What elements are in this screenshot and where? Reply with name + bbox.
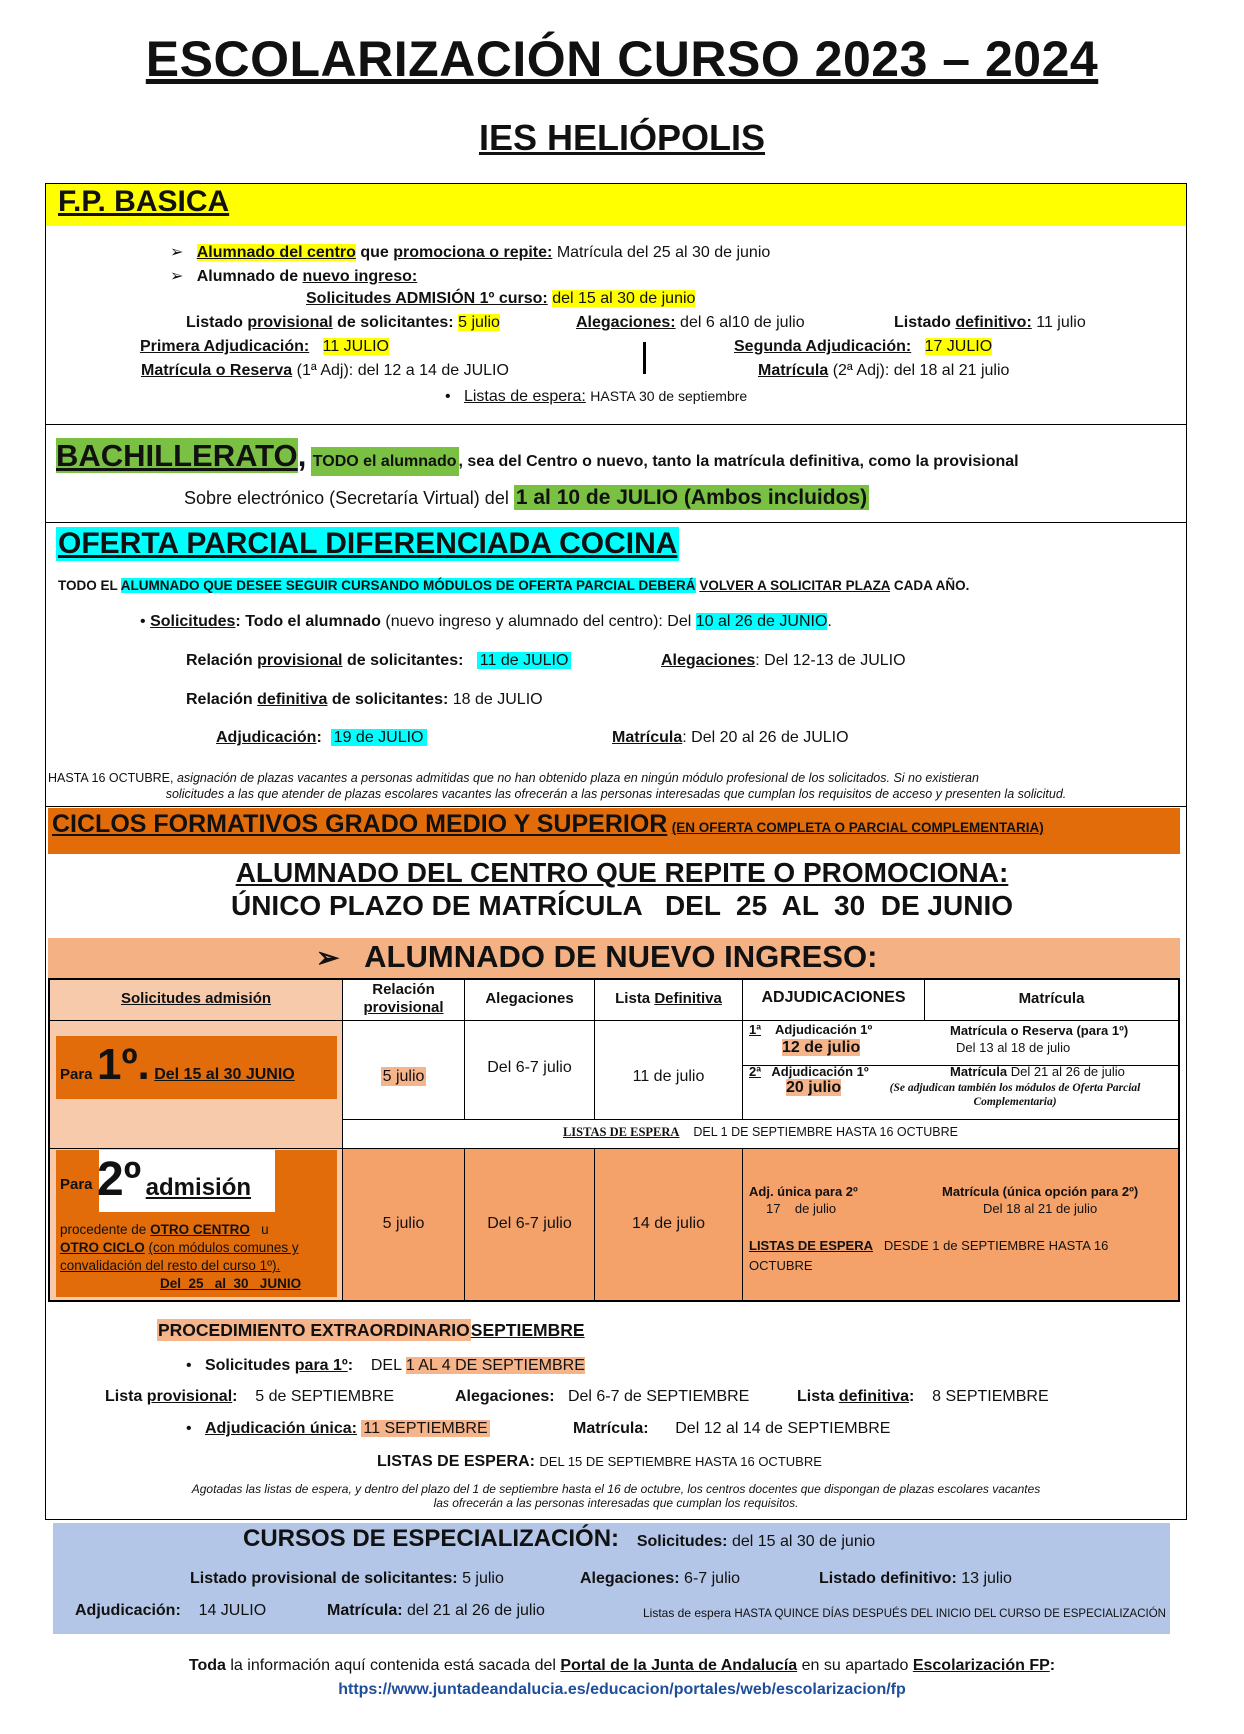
- fp-basica-solicitudes: [306, 290, 695, 308]
- r1-adj1-date: [782, 1039, 860, 1057]
- extra-lp-c: :: [232, 1388, 238, 1405]
- extra-sol-value: 1 AL 4 DE SEPTIEMBRE: [405, 1357, 585, 1374]
- fp-ld-b: definitivo:: [955, 314, 1032, 331]
- esp-adj-label: Adjudicación:: [75, 1602, 181, 1619]
- oferta-al-value: : Del 12-13 de JULIO: [755, 652, 906, 669]
- page-subtitle: IES HELIÓPOLIS: [478, 117, 766, 158]
- r2-proc-e: (con módulos comunes y: [148, 1240, 299, 1255]
- esp-heading: CURSOS DE ESPECIALIZACIÓN:: [243, 1525, 620, 1552]
- footer-e: Escolarización FP: [912, 1657, 1050, 1674]
- ciclos-heading-row: [52, 810, 1044, 839]
- oferta-rd-a: Relación: [186, 691, 253, 708]
- esp-adj-value: 14 JULIO: [198, 1602, 267, 1619]
- bachillerato-sobre-row: [184, 486, 869, 510]
- extra-adj-label: Adjudicación única:: [204, 1420, 357, 1437]
- r2-adj-value: 17 de julio: [766, 1201, 837, 1216]
- divider-bach-oferta: [45, 522, 1187, 523]
- page-title: ESCOLARIZACIÓN CURSO 2023 – 2024: [145, 31, 1099, 87]
- grid-h3: [50, 1148, 1178, 1149]
- r2-procedente: [60, 1221, 301, 1293]
- r2-mat-label: Matrícula (única opción para 2º): [942, 1184, 1139, 1199]
- extra-alegaciones: [455, 1388, 749, 1406]
- r2-alegaciones: Del 6-7 julio: [487, 1215, 572, 1232]
- esp-ld-value: 13 julio: [961, 1570, 1012, 1587]
- fp-basica-heading: F.P. BASICA: [58, 185, 230, 218]
- oferta-adjudicacion: Adjudicación: 19 de JULIO: [216, 729, 427, 747]
- fp-line2-a: Alumnado de: [196, 268, 299, 285]
- footer-url-link[interactable]: https://www.juntadeandalucia.es/educacion/portales/web/escolarizacion/fp: [338, 1681, 906, 1698]
- oferta-solicitudes: [140, 613, 832, 631]
- bullet-dot-icon: •: [140, 613, 146, 630]
- oferta-matricula: [612, 729, 849, 747]
- ciclos-heading: CICLOS FORMATIVOS GRADO MEDIO Y SUPERIOR: [52, 810, 668, 838]
- r1-adj2-date: [786, 1079, 841, 1097]
- oferta-notice-a: TODO EL: [58, 578, 118, 593]
- r1-adj1-num: 1ª: [749, 1022, 762, 1037]
- esp-row1: [243, 1525, 875, 1553]
- fp-basica-line2: [170, 266, 417, 286]
- extra-heading-a: PROCEDIMIENTO EXTRAORDINARIO: [158, 1320, 470, 1340]
- fp-basica-segunda-adj: [734, 338, 992, 356]
- oferta-mat-label: Matrícula: [612, 729, 683, 746]
- bachillerato-heading: BACHILLERATO: [56, 438, 298, 473]
- fp-line1-a: Alumnado del centro: [196, 244, 356, 261]
- r2-solicitud: [60, 1152, 251, 1207]
- fp-basica-line1: [170, 242, 770, 262]
- ciclos-heading-small: (EN OFERTA COMPLETA O PARCIAL COMPLEMENTARIA): [671, 820, 1044, 835]
- extra-ld-value: 8 SEPTIEMBRE: [932, 1388, 1049, 1405]
- oferta-mat-value: : Del 20 al 26 de JULIO: [682, 729, 849, 746]
- oferta-notice-d: CADA AÑO.: [893, 578, 970, 593]
- r1-mat2-label: Matrícula: [950, 1064, 1008, 1079]
- esp-espera-b: HASTA QUINCE DÍAS DESPUÉS DEL INICIO DEL CURSO DE ESPECIALIZACIÓN: [734, 1608, 1166, 1620]
- r1-mat1-value: Del 13 al 18 de julio: [956, 1040, 1071, 1055]
- ciclos-repite-line1: ALUMNADO DEL CENTRO QUE REPITE O PROMOCIONA:: [235, 857, 1009, 888]
- esp-ld-label: Listado definitivo:: [819, 1570, 957, 1587]
- r2-adm: admisión: [145, 1174, 252, 1201]
- fp-basica-primera-adj: [140, 338, 389, 356]
- r2-mat-value: Del 18 al 21 de julio: [982, 1201, 1098, 1216]
- r2-proc-c: u: [261, 1222, 269, 1237]
- th-lista: [595, 990, 742, 1007]
- r2-big: 2º: [96, 1153, 142, 1206]
- r1-adj1-date-value: 12 de julio: [782, 1039, 861, 1056]
- r1-adj2-note: (Se adjudican también los módulos de Oferta Parcial Complementaria): [889, 1082, 1141, 1108]
- th-adjudicaciones: ADJUDICACIONES: [761, 989, 906, 1006]
- espera-value: DEL 1 DE SEPTIEMBRE HASTA 16 OCTUBRE: [693, 1125, 959, 1139]
- bachillerato-row: [56, 438, 1019, 474]
- fp-lp-value: 5 julio: [458, 314, 500, 331]
- fp-adj2-value: 17 JULIO: [924, 338, 993, 355]
- oferta-al-label: Alegaciones: [661, 652, 756, 669]
- esp-row2-ld: [819, 1570, 1012, 1588]
- esp-al-value: 6-7 julio: [684, 1570, 741, 1587]
- extra-sol-b: para 1º: [294, 1357, 348, 1374]
- bachillerato-text: , sea del Centro o nuevo, tanto la matrícula definitiva, como la provisional: [458, 453, 1019, 470]
- th-relacion-a: Relación: [372, 981, 435, 998]
- extra-heading-b: SEPTIEMBRE: [470, 1320, 585, 1340]
- extra-ld-a: Lista: [797, 1388, 835, 1405]
- extra-note: [45, 1482, 1187, 1510]
- bullet-dot-icon: •: [186, 1357, 192, 1374]
- esp-lp-label: Listado provisional de solicitantes:: [190, 1570, 458, 1587]
- ciclos-repite-line2: ÚNICO PLAZO DE MATRÍCULA DEL 25 AL 30 DE JUNIO: [230, 890, 1014, 921]
- r2-dates: Del 25 al 30 JUNIO: [160, 1276, 302, 1291]
- r1-mat1-label: Matrícula o Reserva (para 1º): [950, 1023, 1129, 1038]
- r1-adj2-label: Adjudicación 1º: [771, 1064, 869, 1079]
- fp-al-label: Alegaciones:: [576, 314, 676, 331]
- extra-sol-pre: DEL: [370, 1357, 402, 1374]
- extra-espera-value: DEL 15 DE SEPTIEMBRE HASTA 16 OCTUBRE: [539, 1454, 822, 1469]
- extra-heading: [157, 1320, 585, 1341]
- r2-mat: [942, 1183, 1138, 1217]
- r1-para: Para: [60, 1066, 93, 1083]
- r1-adj2-date-value: 20 julio: [786, 1079, 842, 1096]
- footer-c: Portal de la Junta de Andalucía: [560, 1657, 798, 1674]
- extra-ld-b: definitiva: [838, 1388, 910, 1405]
- r1-mat1: [950, 1022, 1128, 1056]
- fp-line1-c: promociona o repite:: [393, 244, 553, 261]
- fp-solicitudes-value: del 15 al 30 de junio: [552, 290, 696, 307]
- esp-row2: [190, 1570, 504, 1588]
- espera-label: LISTAS DE ESPERA: [562, 1125, 680, 1139]
- extra-sol-a: Solicitudes: [204, 1357, 291, 1374]
- r1-adj1: [749, 1022, 872, 1037]
- fp-espera-value: HASTA 30 de septiembre: [590, 388, 748, 404]
- extra-mat-value: Del 12 al 14 de SEPTIEMBRE: [675, 1420, 891, 1437]
- oferta-sol-label: Solicitudes: [150, 613, 236, 630]
- extra-al-value: Del 6-7 de SEPTIEMBRE: [567, 1388, 750, 1405]
- esp-mat-label: Matrícula:: [327, 1602, 403, 1619]
- extra-matricula: [573, 1420, 890, 1438]
- oferta-rel-prov: [186, 652, 571, 670]
- th-lista-b: Definitiva: [654, 990, 722, 1007]
- fp-basica-matricula2: [758, 362, 1009, 380]
- extra-solicitudes: [186, 1357, 585, 1375]
- th-lista-a: Lista: [615, 990, 651, 1007]
- oferta-rel-def: [186, 691, 543, 709]
- espera-row: [343, 1125, 1178, 1140]
- oferta-sol-value: 10 al 26 de JUNIO: [695, 613, 828, 630]
- oferta-notice-b: ALUMNADO QUE DESEE SEGUIR CURSANDO MÓDULOS DE OFERTA PARCIAL DEBERÁ: [120, 578, 696, 593]
- r2-proc-d: OTRO CICLO: [60, 1240, 145, 1255]
- extra-lista-def: [797, 1388, 1049, 1406]
- oferta-sol-c: (nuevo ingreso y alumnado del centro): Del: [385, 613, 692, 630]
- r2-espera-value: DESDE 1 de SEPTIEMBRE HASTA 16: [883, 1238, 1109, 1253]
- oferta-notice-c: VOLVER A SOLICITAR PLAZA: [699, 578, 891, 593]
- fp-espera-label: Listas de espera:: [463, 388, 586, 405]
- oferta-rp-value: 11 de JULIO: [477, 652, 572, 669]
- extra-espera-label: LISTAS DE ESPERA:: [377, 1453, 535, 1470]
- r1-dates: Del 15 al 30 JUNIO: [154, 1066, 295, 1083]
- bullet-arrow-icon: ➢: [170, 268, 184, 285]
- bachillerato-todo: TODO el alumnado: [311, 447, 459, 476]
- oferta-heading: OFERTA PARCIAL DIFERENCIADA COCINA: [58, 527, 678, 560]
- oferta-adj-label: Adjudicación: [216, 729, 317, 746]
- fp-al-value: del 6 al10 de julio: [680, 314, 805, 331]
- r1-relacion: [343, 1068, 464, 1086]
- r1-mat2: [950, 1064, 1125, 1079]
- fp-basica-listado-prov: [186, 314, 500, 332]
- extra-adj-value: 11 SEPTIEMBRE: [363, 1420, 488, 1437]
- r2-espera: [749, 1236, 1108, 1276]
- r2-espera-label: LISTAS DE ESPERA: [749, 1238, 874, 1253]
- r2-espera-value2: OCTUBRE: [749, 1258, 813, 1273]
- fp-lp-b: provisional: [247, 314, 333, 331]
- esp-sol-value: del 15 al 30 de junio: [731, 1533, 876, 1550]
- r1-relacion-value: 5 julio: [382, 1068, 425, 1085]
- fp-basica-alegaciones: [576, 314, 805, 332]
- esp-al-label: Alegaciones:: [580, 1570, 680, 1587]
- oferta-rd-c: de solicitantes:: [331, 691, 449, 708]
- fp-adj2-label: Segunda Adjudicación:: [734, 338, 912, 355]
- esp-mat-value: del 21 al 26 de julio: [407, 1602, 545, 1619]
- fp-mat1-label: Matrícula o Reserva: [141, 362, 293, 379]
- extra-al-label: Alegaciones:: [455, 1388, 555, 1405]
- bullet-dot-icon: •: [186, 1420, 192, 1437]
- r2-proc-b: OTRO CENTRO: [150, 1222, 250, 1237]
- oferta-alegaciones: [661, 652, 906, 670]
- r1-solicitud: [60, 1040, 295, 1090]
- r2-adj: [749, 1183, 858, 1217]
- bachillerato-sobre: Sobre electrónico (Secretaría Virtual) del: [184, 488, 509, 508]
- esp-row3-adj: [75, 1602, 266, 1620]
- r1-big: 1º.: [96, 1040, 150, 1089]
- grid-h1: [50, 1020, 1178, 1021]
- th-relacion: [343, 981, 464, 1017]
- footer-text: [0, 1657, 1244, 1675]
- nuevo-ingreso-heading: ALUMNADO DE NUEVO INGRESO:: [364, 939, 878, 974]
- oferta-rp-a: Relación: [186, 652, 253, 669]
- r2-proc-a: procedente de: [60, 1222, 147, 1237]
- fp-mat1-value: (1ª Adj): del 12 a 14 de JULIO: [296, 362, 509, 379]
- fp-mat2-label: Matrícula: [758, 362, 829, 379]
- fp-lp-a: Listado: [186, 314, 243, 331]
- grid-v1: [342, 980, 343, 1300]
- fp-basica-espera: [445, 388, 747, 406]
- extra-lista-prov: [105, 1388, 394, 1406]
- oferta-sol-end: .: [827, 613, 832, 630]
- fp-ld-value: 11 julio: [1036, 314, 1086, 331]
- th-relacion-b: provisional: [363, 999, 444, 1016]
- fp-ld-a: Listado: [894, 314, 951, 331]
- extra-lp-b: provisional: [146, 1388, 233, 1405]
- footer-a: Toda: [188, 1657, 226, 1674]
- esp-sol-label: Solicitudes:: [636, 1533, 728, 1550]
- r2-proc-f: convalidación del resto del curso 1º).: [60, 1258, 281, 1273]
- extra-note-2: las ofrecerán a las personas interesadas que cumplan los requisitos.: [433, 1496, 799, 1510]
- bachillerato-dates: 1 al 10 de JULIO (Ambos incluidos): [515, 486, 868, 509]
- oferta-rd-b: definitiva: [257, 691, 328, 708]
- oferta-sol-b: : Todo el alumnado: [235, 613, 381, 630]
- fp-mat2-value: (2ª Adj): del 18 al 21 julio: [832, 362, 1010, 379]
- ciclos-repite: [0, 856, 1244, 922]
- divider-oferta-ciclos: [45, 806, 1187, 807]
- footer-d: en su apartado: [801, 1657, 909, 1674]
- fp-adj1-label: Primera Adjudicación:: [140, 338, 310, 355]
- oferta-note-a: HASTA 16 OCTUBRE,: [48, 771, 174, 785]
- extra-lp-value: 5 de SEPTIEMBRE: [255, 1388, 394, 1405]
- th-alegaciones: Alegaciones: [485, 990, 574, 1007]
- r1-adj2-num: 2ª: [749, 1064, 762, 1079]
- r1-adj2: [749, 1064, 869, 1079]
- oferta-note-b: asignación de plazas vacantes a personas admitidas que no han obtenido plaza en ningún módulo profesional de los solicitados. Si no existieran: [176, 771, 979, 785]
- bachillerato-comma: ,: [297, 438, 307, 473]
- r2-lista: 14 de julio: [632, 1215, 705, 1232]
- esp-row3-espera: [643, 1606, 1166, 1620]
- fp-lp-c: de solicitantes:: [337, 314, 454, 331]
- oferta-note-c: solicitudes a las que atender de plazas escolares vacantes las ofrecerán a las personas interesadas que cumplan los requisitos de acceso y presenten la solicitud.: [165, 787, 1067, 801]
- oferta-rp-c: de solicitantes:: [346, 652, 464, 669]
- fp-basica-listado-def: [894, 314, 1086, 332]
- esp-espera-a: Listas de espera: [643, 1606, 732, 1620]
- fp-adj1-value: 11 JULIO: [322, 338, 389, 355]
- fp-line1-b: que: [360, 244, 389, 261]
- r1-lista: 11 de julio: [632, 1068, 705, 1085]
- bullet-arrow-icon: ➢: [170, 244, 184, 261]
- fp-solicitudes-label: Solicitudes ADMISIÓN 1º curso:: [306, 290, 548, 307]
- oferta-rp-b: provisional: [257, 652, 343, 669]
- extra-mat-label: Matrícula:: [573, 1420, 649, 1437]
- esp-lp-value: 5 julio: [462, 1570, 504, 1587]
- r1-mat2-value: Del 21 al 26 de julio: [1010, 1064, 1125, 1079]
- bullet-dot-icon: •: [445, 388, 451, 405]
- r2-adj-label: Adj. única para 2º: [749, 1184, 858, 1199]
- r2-para: Para: [60, 1176, 93, 1193]
- nuevo-ingreso-heading-row: [316, 939, 877, 975]
- bullet-arrow-icon: ➢: [316, 942, 340, 973]
- fp-basica-matricula1: [141, 362, 509, 380]
- extra-ld-c: :: [909, 1388, 915, 1405]
- th-solicitudes: Solicitudes admisión: [120, 990, 272, 1007]
- divider-fp-bach: [45, 424, 1187, 425]
- oferta-rd-value: 18 de JULIO: [452, 691, 543, 708]
- grid-v4b: [742, 1149, 743, 1300]
- oferta-note: [47, 770, 1185, 802]
- th-matricula: Matrícula: [1018, 990, 1085, 1007]
- footer-b: la información aquí contenida está sacada del: [230, 1657, 556, 1674]
- r1-adj1-label: Adjudicación 1º: [775, 1022, 873, 1037]
- r1-alegaciones: Del 6-7 julio: [487, 1059, 572, 1076]
- r2-relacion: 5 julio: [382, 1215, 425, 1232]
- esp-row3-mat: [327, 1602, 545, 1620]
- extra-sol-c: :: [347, 1357, 354, 1374]
- extra-adjudicacion: [186, 1420, 490, 1438]
- footer-f: :: [1049, 1657, 1056, 1674]
- fp-line2-b: nuevo ingreso:: [302, 268, 418, 285]
- fp-line1-d: Matrícula del 25 al 30 de junio: [556, 244, 771, 261]
- extra-note-1: Agotadas las listas de espera, y dentro del plazo del 1 de septiembre hasta el 16 de octubre, los centros docentes que dispongan de plazas escolares vacantes: [191, 1482, 1041, 1496]
- oferta-notice: [58, 578, 969, 593]
- fp-divider-bar: [643, 342, 646, 374]
- extra-espera: [377, 1453, 822, 1471]
- oferta-adj-value: 19 de JULIO: [331, 729, 427, 746]
- extra-lp-a: Lista: [105, 1388, 143, 1405]
- grid-h2: [343, 1119, 1178, 1120]
- esp-row2-al: [580, 1570, 740, 1588]
